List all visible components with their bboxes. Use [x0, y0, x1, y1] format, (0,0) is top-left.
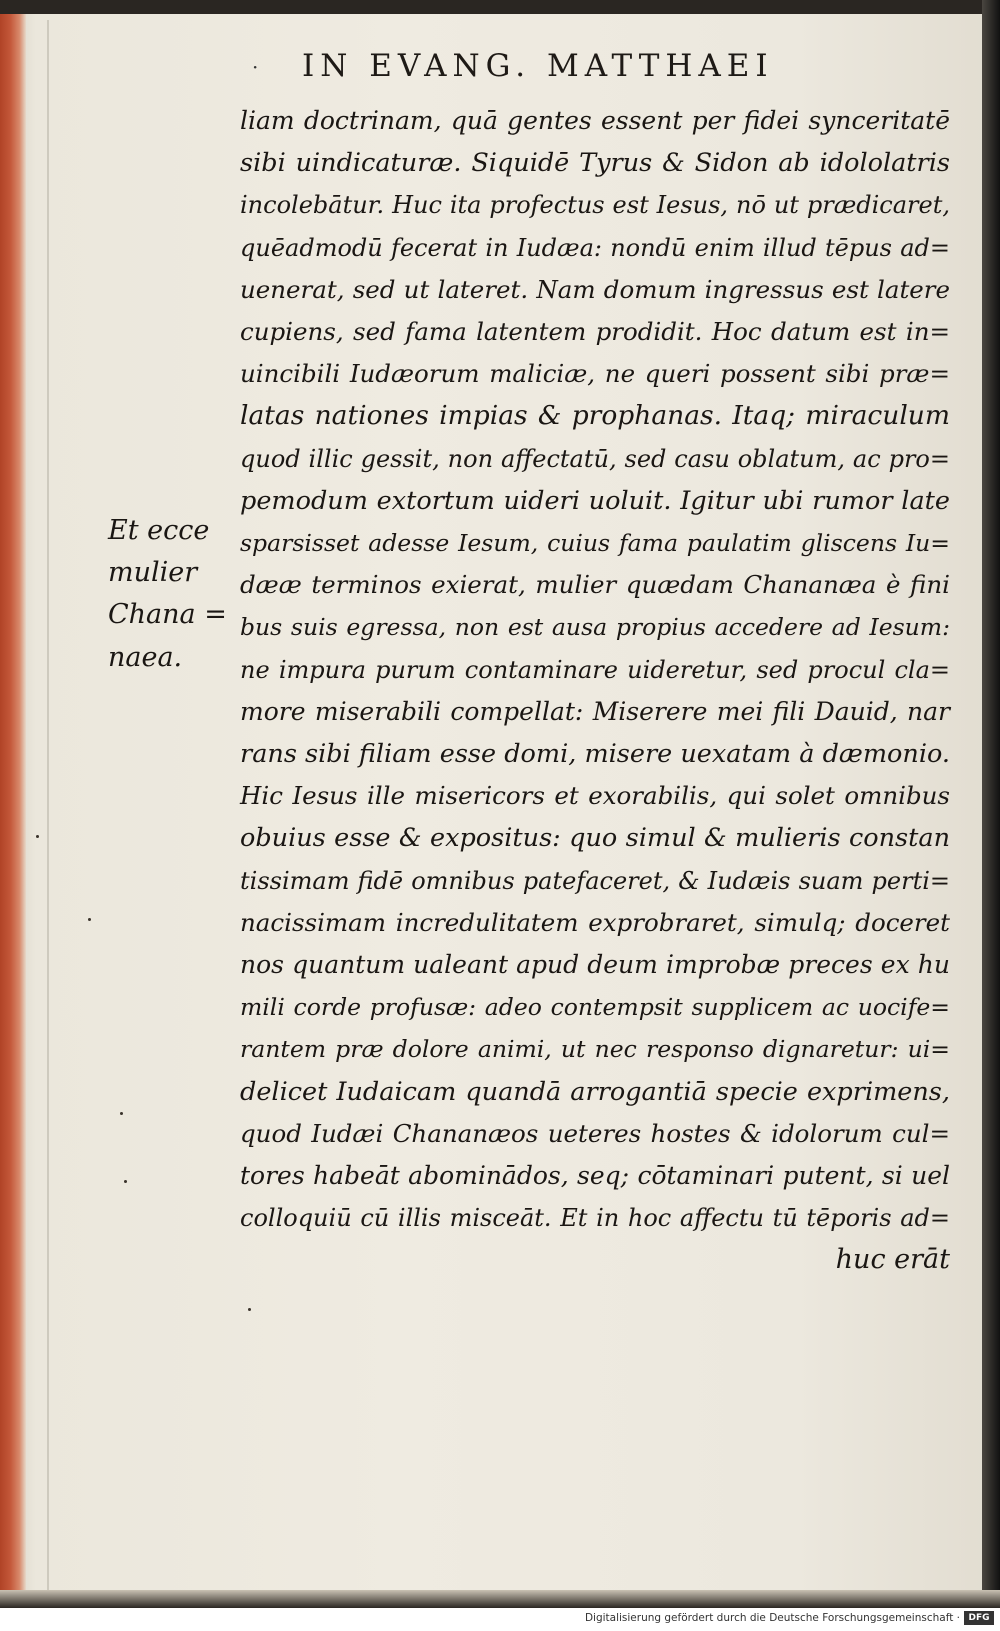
marginal-note-line: naea. [108, 641, 183, 673]
marginal-note [108, 510, 228, 679]
paper-speck [120, 1112, 123, 1115]
text-line: nos quantum ualeant apud deum improbæ preces ex hu [240, 950, 950, 980]
text-line: more miserabili compellat: Miserere mei fili Dauid, nar [240, 696, 950, 726]
text-line: uenerat, sed ut lateret. Nam domum ingressus est latere [240, 274, 950, 304]
text-line: liam doctrinam, quā gentes essent per fidei synceritatē [240, 106, 950, 135]
text-line: tissimam fidē omnibus patefaceret, & Iudæis suam perti= [240, 866, 950, 895]
text-line: quod Iudæi Chananæos ueteres hostes & idolorum cul= [240, 1118, 950, 1148]
catchword: huc erāt [835, 1244, 950, 1276]
paper-speck [124, 1180, 127, 1183]
text-line: dææ terminos exierat, mulier quædam Chananæa è fini [240, 570, 950, 600]
margin-rule [47, 20, 49, 1590]
text-line: rantem præ dolore animi, ut nec responso dignaretur: ui= [240, 1035, 950, 1064]
text-line: bus suis egressa, non est ausa propius accedere ad Iesum: [240, 613, 950, 642]
page-bottom-edge [0, 1590, 1000, 1608]
body-text [240, 100, 950, 1282]
text-line: cupiens, sed fama latentem prodidit. Hoc datum est in= [240, 317, 950, 347]
dfg-logo-icon: DFG [964, 1611, 994, 1625]
text-line: uincibili Iudæorum maliciæ, ne queri possent sibi præ= [240, 359, 950, 389]
text-line: Hic Iesus ille misericors et exorabilis, qui solet omnibus [240, 781, 950, 811]
text-line: sibi uindicaturæ. Siquidē Tyrus & Sidon ab idololatris [240, 148, 950, 179]
text-line: mili corde profusæ: adeo contempsit supplicem ac uocife= [240, 993, 950, 1022]
text-line: ne impura purum contaminare uideretur, sed procul cla= [240, 655, 950, 684]
running-title-text: IN EVANG. MATTHAEI [302, 48, 774, 84]
marginal-note-line: Et ecce [108, 515, 210, 546]
text-line: obuius esse & expositus: quo simul & mulieris constan [240, 823, 950, 854]
running-title [250, 48, 850, 84]
text-line: sparsisset adesse Iesum, cuius fama paulatim gliscens Iu= [240, 529, 950, 558]
text-line: rans sibi filiam esse domi, misere uexatam à dæmonio. [240, 739, 950, 770]
paper-speck [88, 918, 91, 921]
text-line: nacissimam incredulitatem exprobraret, simulq; doceret [240, 907, 950, 937]
text-line: tores habeāt abominādos, seq; cōtaminari putent, si uel [240, 1161, 950, 1191]
text-line: pemodum extortum uideri uoluit. Igitur ubi rumor late [240, 485, 950, 516]
header-mark: · [252, 55, 259, 79]
text-line: delicet Iudaicam quandā arrogantiā specie exprimens, [240, 1076, 950, 1107]
text-line: quēadmodū fecerat in Iudæa: nondū enim illud tēpus ad= [240, 233, 950, 262]
red-page-edge [0, 14, 26, 1604]
marginal-note-line: mulier [108, 557, 198, 589]
digitization-credit: Digitalisierung gefördert durch die Deutsche Forschungsgemeinschaft · [584, 1612, 960, 1624]
text-line: latas nationes impias & prophanas. Itaq; miraculum [240, 400, 950, 432]
paper-speck [36, 835, 39, 838]
binding-shadow [982, 0, 1000, 1608]
text-line: incolebātur. Huc ita profectus est Iesus, nō ut prædicaret, [240, 191, 950, 220]
paper-speck [248, 1308, 251, 1311]
marginal-note-line: Chana = [108, 599, 227, 631]
text-line: colloquiū cū illis misceāt. Et in hoc affectu tū tēporis ad= [240, 1204, 950, 1233]
text-line: quod illic gessit, non affectatū, sed casu oblatum, ac pro= [240, 444, 950, 473]
